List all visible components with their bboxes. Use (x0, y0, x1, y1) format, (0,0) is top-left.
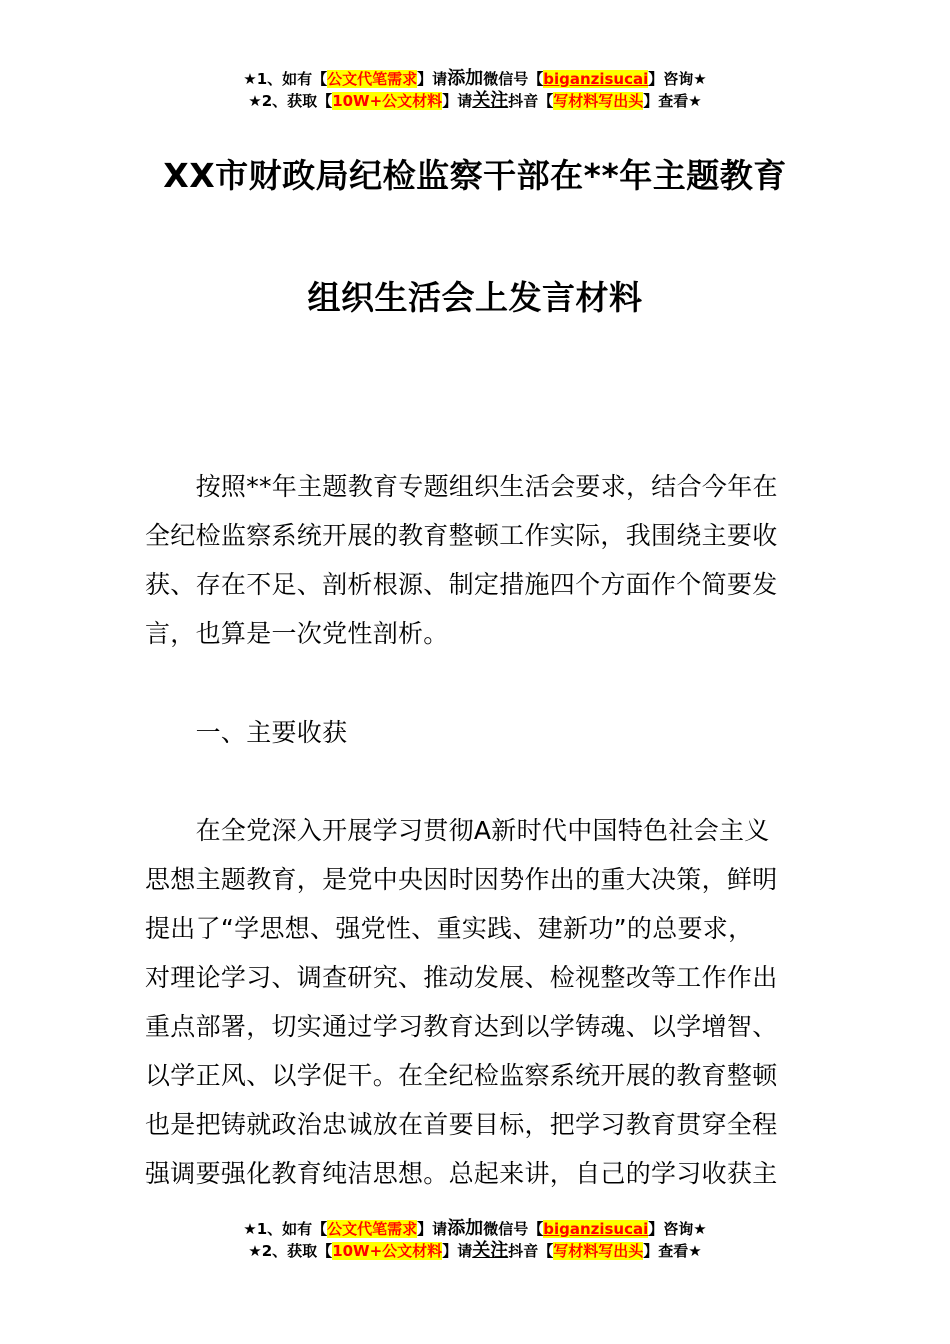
banner-line-2: ★2、获取【10W+公文材料】请关注抖音【写材料写出头】查看★ (248, 90, 702, 111)
top-ad-banner (0, 68, 950, 112)
section-heading-main-gains: 一、主要收获 (145, 718, 348, 747)
bottom-ad-banner (0, 1218, 950, 1262)
document-title-line-2: 组织生活会上发言材料 (307, 278, 643, 317)
banner-douyin-account: 写材料写出头 (553, 92, 644, 110)
banner-line-1: ★1、如有【公文代笔需求】请添加微信号【biganzisucai】咨询★ (243, 68, 707, 89)
document-title-line-1: XX市财政局纪检监察干部在**年主题教育 (163, 156, 787, 195)
banner-highlight-materials: 10W+公文材料 (332, 92, 443, 110)
banner-wechat-id-link[interactable]: biganzisucai (543, 1220, 649, 1238)
gains-paragraph: 在全党深入开展学习贯彻A新时代中国特色社会主义 思想主题教育，是党中央因时因势作出的重大决策，鲜明 提出了“学思想、强党性、重实践、建新功”的总要求， 对理论学习、调查研究、推动发展、检视整改等工作作出 重点部署，切实通过学习教育达到以学铸魂、以学增智、 以学正风、以学促干。在全纪检监察系统开展的教育整顿 也是把铸就政治忠诚放在首要目标，把学习教育贯穿全程 强调要强化教育纯洁思想。总起来讲，自己的学习收获主 (145, 816, 778, 1188)
banner-douyin-account: 写材料写出头 (553, 1242, 644, 1260)
intro-paragraph: 按照**年主题教育专题组织生活会要求，结合今年在 全纪检监察系统开展的教育整顿工作实际，我围绕主要收 获、存在不足、剖析根源、制定措施四个方面作个简要发 言，也算是一次党性剖析。 (145, 472, 778, 648)
banner-line-1: ★1、如有【公文代笔需求】请添加微信号【biganzisucai】咨询★ (243, 1218, 707, 1239)
banner-highlight-materials: 10W+公文材料 (332, 1242, 443, 1260)
banner-wechat-id-link[interactable]: biganzisucai (543, 70, 649, 88)
banner-highlight-service: 公文代笔需求 (327, 70, 418, 88)
banner-line-2: ★2、获取【10W+公文材料】请关注抖音【写材料写出头】查看★ (248, 1240, 702, 1261)
banner-highlight-service: 公文代笔需求 (327, 1220, 418, 1238)
